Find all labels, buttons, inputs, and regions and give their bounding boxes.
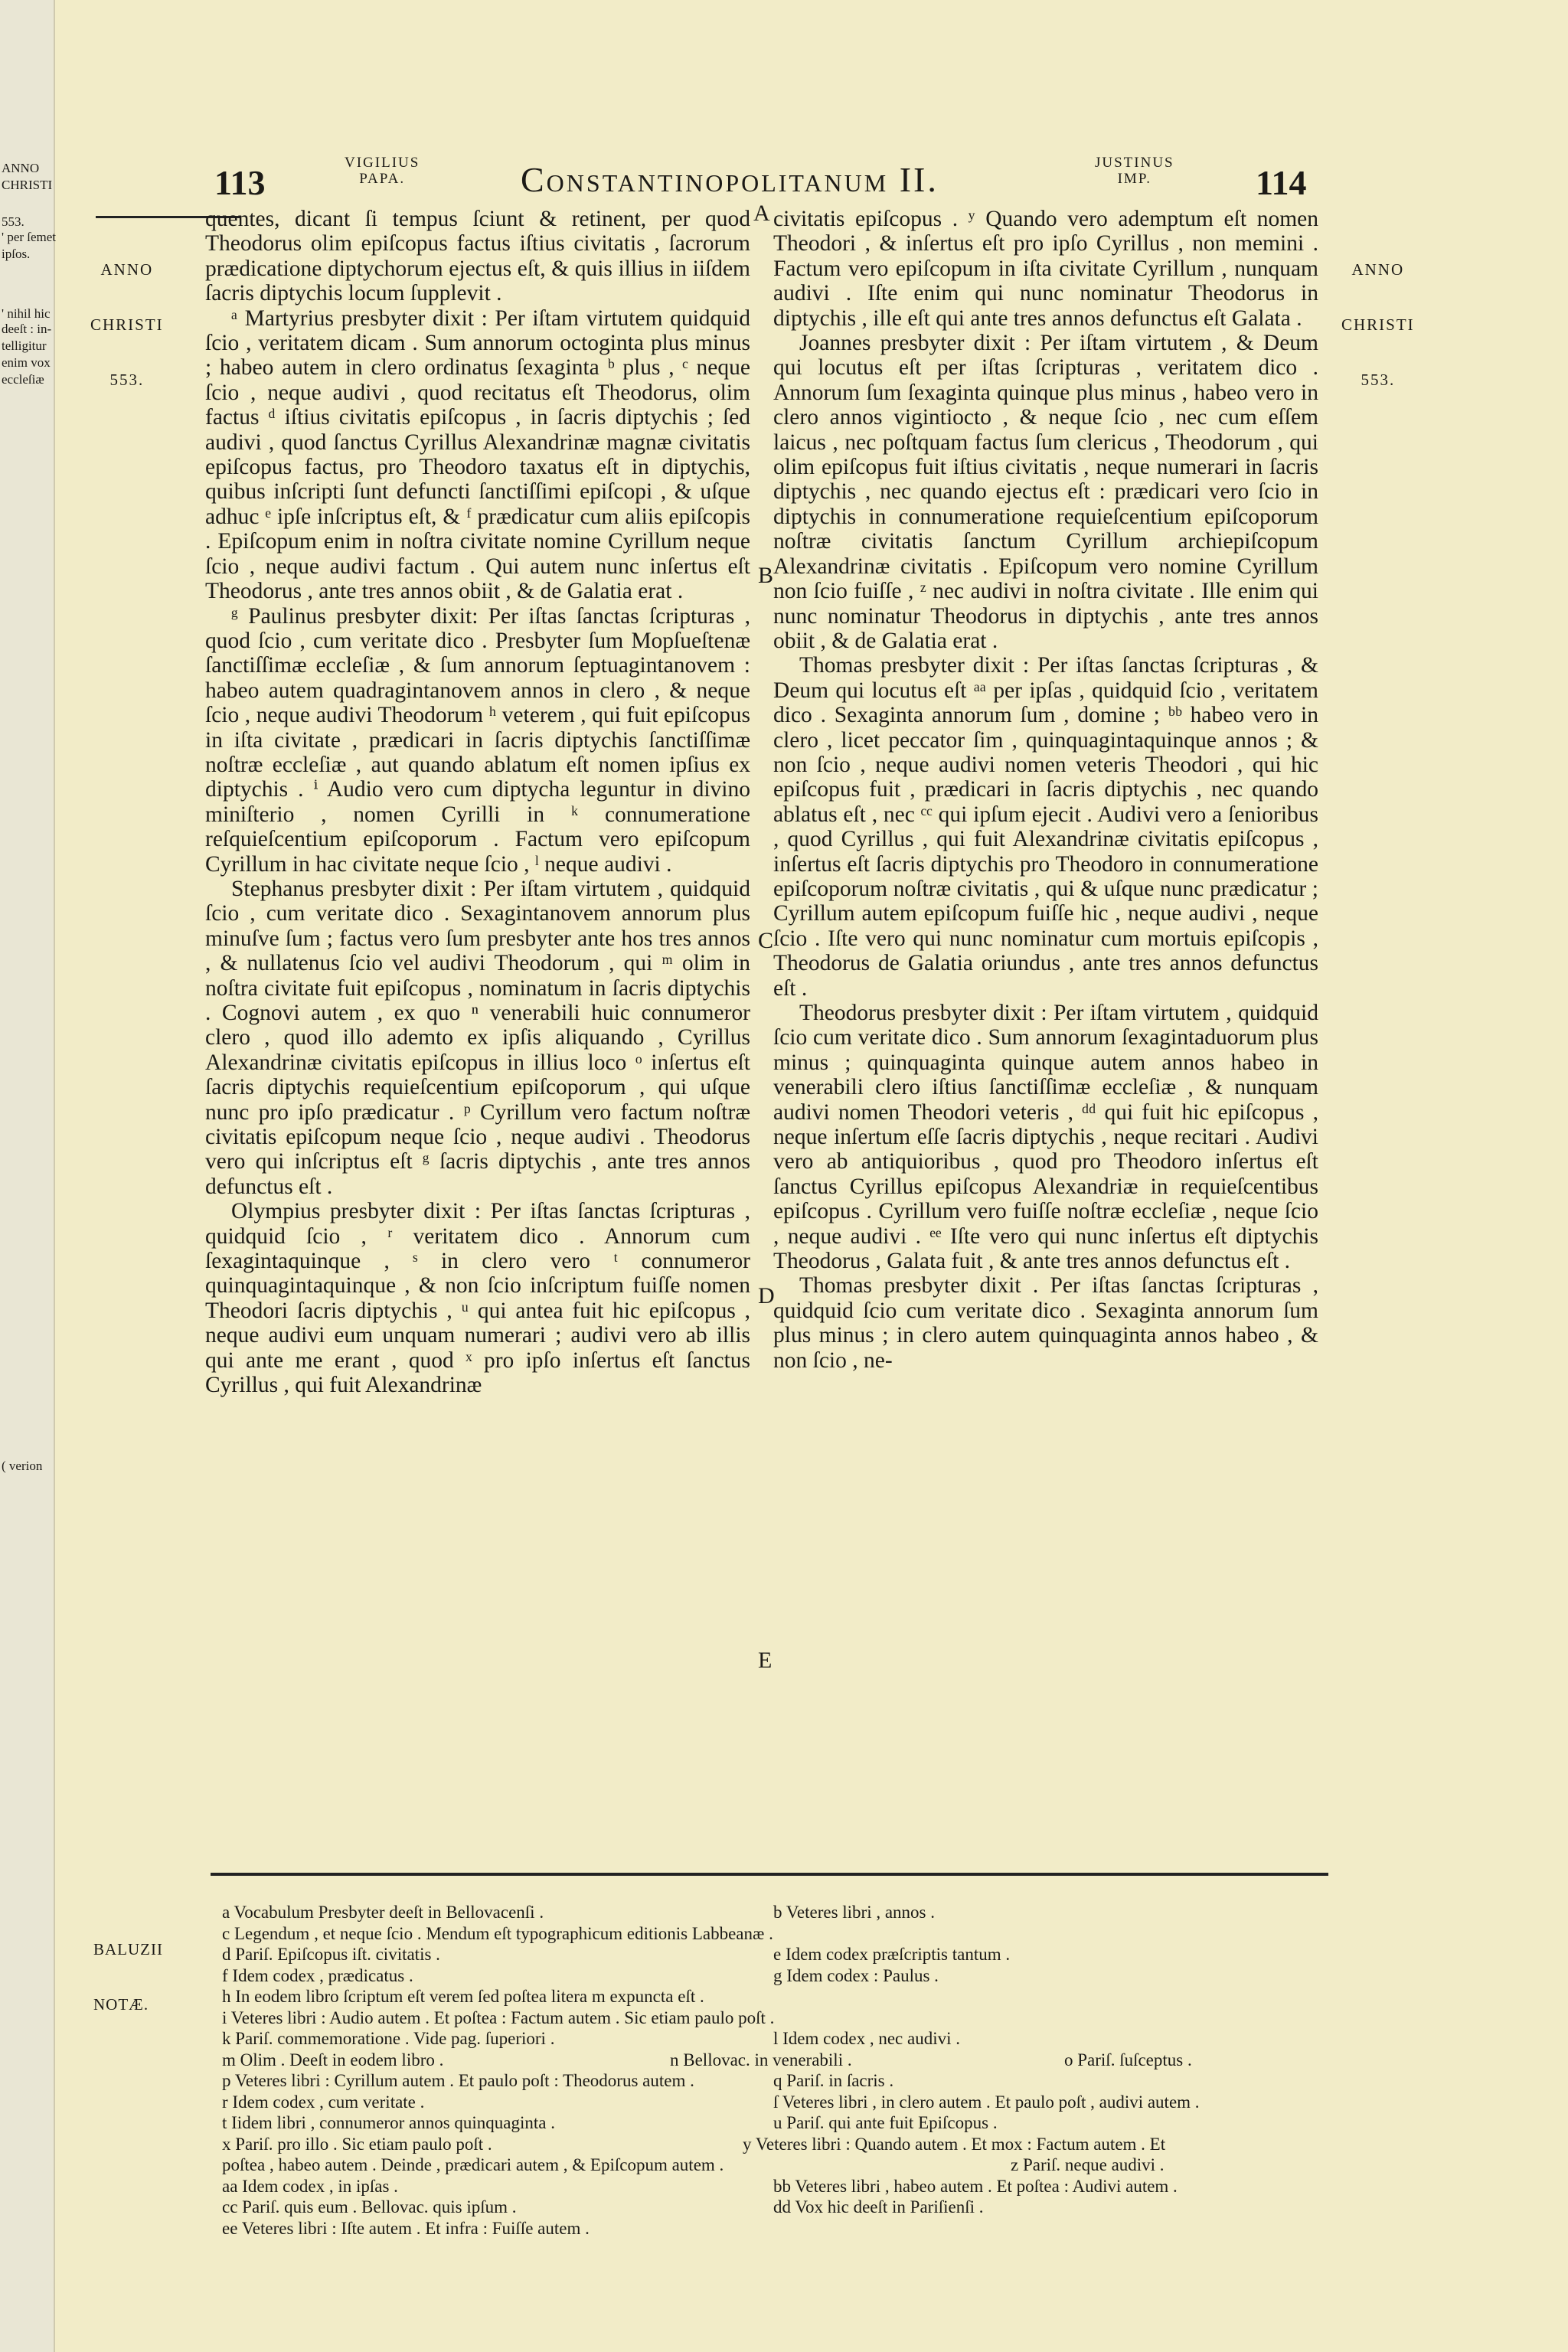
margin-fragment: 553. [2, 214, 24, 229]
page-header [214, 153, 1332, 207]
anno-christi-right [1341, 224, 1415, 407]
section-marker-c: C [758, 928, 774, 953]
note-entry: bb Veteres libri , habeo autem . Et poſtea : Audivi autem . [773, 2176, 1178, 2196]
section-marker-a: A [753, 201, 770, 226]
author-right: JUSTINUS [1095, 155, 1174, 171]
note-entry: d Pariſ. Epiſcopus iſt. civitatis . [222, 1945, 440, 1964]
author-right-sub: IMP. [1117, 171, 1152, 187]
note-line [222, 1902, 1340, 1923]
note-line [222, 1965, 1340, 1987]
note-entry: n Bellovac. in venerabili . [670, 2050, 852, 2069]
paragraph: quentes, dicant ſi tempus ſciunt & retinent, per quod Theodorus olim epiſcopus factus iſtius civitatis , ſacrorum prædicatione diptychorum ejectus eſt, & quis illius in iiſdem ſacris diptychis locum ſupplevit . [205, 207, 750, 306]
note-entry: i Veteres libri : Audio autem . Et poſtea : Factum autem . Sic etiam paulo poſt . [222, 2007, 775, 2027]
note-entry: dd Vox hic deeſt in Pariſienſi . [773, 2197, 984, 2216]
page-title: Constantinopolitanum II. [521, 160, 939, 199]
author-left-sub: PAPA. [359, 171, 406, 187]
note-entry: h In eodem libro ſcriptum eſt verem ſed poſtea litera m expuncta eſt . [222, 1987, 704, 2006]
margin-fragment: ANNO [2, 161, 40, 175]
note-entry: b Veteres libri , annos . [773, 1903, 936, 1922]
note-line [222, 2176, 1340, 2197]
note-entry: y Veteres libri : Quando autem . Et mox : Factum autem . Et [743, 2134, 1166, 2154]
notes-label-line1: BALUZII [93, 1940, 163, 1958]
margin-fragment: ( verion [2, 1459, 43, 1473]
anno-label: ANNO [1351, 260, 1405, 279]
note-entry: r Idem codex , cum veritate . [222, 2092, 425, 2112]
note-entry: o Pariſ. ſuſceptus . [1064, 2050, 1192, 2069]
note-entry: cc Pariſ. quis eum . Bellovac. quis ipſum . [222, 2197, 517, 2216]
note-entry: l Idem codex , nec audivi . [773, 2029, 960, 2048]
note-line [222, 2112, 1340, 2134]
note-entry: q Pariſ. in ſacris . [773, 2071, 894, 2090]
notes-rule [211, 1873, 1328, 1876]
note-line [222, 1923, 1340, 1945]
note-entry: x Pariſ. pro illo . Sic etiam paulo poſt . [222, 2134, 492, 2154]
page-number-left: 113 [214, 163, 266, 202]
editor-notes [222, 1902, 1340, 2239]
note-entry: e Idem codex præſcriptis tantum . [773, 1945, 1011, 1964]
left-text-column [205, 207, 750, 1398]
note-line [222, 2092, 1340, 2113]
christi-label: CHRISTI [90, 315, 164, 334]
margin-fragment: ' per ſemet [2, 230, 57, 244]
paragraph: Theodorus presbyter dixit : Per iſtam virtutem , quidquid ſcio cum veritate dico . Sum annorum ſexagintaduorum plus minus ; quinquaginta quinque autem annos habeo in venerabili clero iſtius ſanctiſſimæ eccleſiæ , & nunquam audivi nomen Theodori veteris , ᵈᵈ qui fuit hic epiſcopus , neque inſertum eſſe ſacris diptychis , neque recitari . Audivi vero ab antiquioribus , quod pro Theodoro inſertus eſt ſanctus Cyrillus epiſcopus Alexandriæ in requieſcentibus epiſcopus . Cyrillum vero fuiſſe noſtræ eccleſiæ , neque ſcio , neque audivi . ᵉᵉ Iſte vero qui nunc inſertus eſt diptychis Theodorus , Galata fuit , & ante tres annos defunctus eſt . [773, 1001, 1318, 1274]
notes-label [93, 1903, 163, 2032]
note-line [222, 2050, 1340, 2071]
note-entry: a Vocabulum Presbyter deeſt in Bellovacenſi . [222, 1903, 544, 1922]
note-line [222, 1944, 1340, 1965]
note-line [222, 1986, 1340, 2007]
year-label: 553. [109, 371, 145, 389]
paragraph: ᵍ Paulinus presbyter dixit: Per iſtas ſanctas ſcripturas , quod ſcio , cum veritate dico . Presbyter ſum Mopſueſtenæ ſanctiſſimæ eccleſiæ , & ſum annorum ſeptuagintanovem : habeo autem quadragintanovem annos in clero , & neque ſcio , neque audivi Theodorum ʰ veterem , qui fuit epiſcopus in iſta civitate , prædicari in ſacris diptychis ſanctiſſimæ noſtræ eccleſiæ , aut quando ablatum eſt nomen ipſius ex diptychis . ⁱ Audio vero cum diptycha leguntur in divino miniſterio , nomen Cyrilli in ᵏ connumeratione reſquieſcentium epiſcoporum . Factum vero epiſcopum Cyrillum in hac civitate neque ſcio , ˡ neque audivi . [205, 603, 750, 877]
note-line [222, 2070, 1340, 2092]
paragraph: civitatis epiſcopus . ʸ Quando vero ademptum eſt nomen Theodori , & inſertus eſt pro ipſo Cyrillus , non memini . Factum vero epiſcopum in iſta civitate Cyrillum , nunquam audivi . Iſte enim qui nunc nominatur Theodorus in diptychis , ille eſt qui ante tres annos defunctus eſt Galata . [773, 207, 1318, 331]
note-line [222, 2197, 1340, 2218]
note-entry: u Pariſ. qui ante fuit Epiſcopus . [773, 2113, 998, 2132]
note-line [222, 2154, 1340, 2176]
christi-label: CHRISTI [1341, 315, 1415, 334]
margin-fragment: ' nihil hic [2, 306, 51, 321]
margin-fragment: eccleſiæ [2, 372, 44, 387]
margin-fragment: enim vox [2, 355, 51, 370]
note-entry: aa Idem codex , in ipſas . [222, 2176, 398, 2196]
note-line [222, 2218, 1340, 2239]
anno-label: ANNO [100, 260, 154, 279]
note-line [222, 2028, 1340, 2050]
note-entry: poſtea , habeo autem . Deinde , prædicari autem , & Epiſcopum autem . [222, 2155, 724, 2174]
right-text-column [773, 207, 1318, 1373]
section-marker-b: B [758, 563, 774, 588]
note-entry: z Pariſ. neque audivi . [1011, 2155, 1165, 2174]
note-entry: p Veteres libri : Cyrillum autem . Et paulo poſt : Theodorus autem . [222, 2071, 694, 2090]
note-entry: f Idem codex , prædicatus . [222, 1965, 413, 1985]
margin-fragment: deeſt : in- [2, 322, 52, 336]
note-entry: ee Veteres libri : Iſte autem . Et infra : Fuiſſe autem . [222, 2218, 590, 2238]
paragraph: Joannes presbyter dixit : Per iſtam virtutem , & Deum qui locutus eſt per iſtas ſcripturas , veritatem dico . Annorum ſum ſexaginta quinque plus minus , habeo vero in clero annos vigintiocto , & neque ſcio , nec cum eſſem laicus , nec poſtquam factus ſum clericus , Theodorum , qui olim epiſcopus fuit iſtius civitatis , neque numerari in ſacris diptychis , nec quando ejectus eſt : prædicari vero ſcio in diptychis in connumeratione requieſcentium epiſcoporum noſtræ civitatis ſanctum Cyrillum archiepiſcopum Alexandrinæ civitatis . Epiſcopum vero nomine Cyrillum non ſcio fuiſſe , ᶻ nec audivi in noſtra civitate . Ille enim qui nunc nominatur Theodorus in diptychis , ante tres annos obiit , & de Galatia erat . [773, 331, 1318, 653]
paragraph: Stephanus presbyter dixit : Per iſtam virtutem , quidquid ſcio , cum veritate dico . Sexagintanovem annorum plus minuſve ſum ; factus vero ſum presbyter ante hos tres annos , & nullatenus ſcio vel audivi Theodorum , qui ᵐ olim in noſtra civitate fuit epiſcopus , nominatum in ſacris diptychis . Cognovi autem , ex quo ⁿ venerabili huic connumeror clero , quod illo ademto ex ipſis aliquando , Cyrillus Alexandrinæ civitatis epiſcopus in illius loco ᵒ inſertus eſt ſacris diptychis requieſcentium epiſcoporum , qui uſque nunc pro ipſo prædicatur . ᵖ Cyrillum vero factum noſtræ civitatis epiſcopum neque ſcio , neque audivi . Theodorus vero qui inſcriptus eſt ᵍ ſacris diptychis , ante tres annos defunctus eſt . [205, 876, 750, 1199]
page-number-right: 114 [1256, 163, 1307, 202]
note-entry: m Olim . Deeſt in eodem libro . [222, 2050, 444, 2069]
author-left: VIGILIUS [345, 155, 420, 171]
note-entry: k Pariſ. commemoratione . Vide pag. ſuperiori . [222, 2029, 555, 2048]
paragraph: Thomas presbyter dixit : Per iſtas ſanctas ſcripturas , & Deum qui locutus eſt ᵃᵃ per ipſas , quidquid ſcio , veritatem dico . Sexaginta annorum ſum , domine ; ᵇᵇ habeo vero in clero , licet peccator ſim , quinquagintaquinque annos ; & non ſcio , neque audivi nomen veteris Theodori , qui hic epiſcopus fuit , prædicari in ſacris diptychis , nec quando ablatus eſt , nec ᶜᶜ qui ipſum ejecit . Audivi vero a ſenioribus , quod Cyrillus , qui fuit Alexandrinæ civitatis epiſcopus , inſertus eſt ſacris diptychis pro Theodoro in connumeratione epiſcoporum noſtræ civitatis , qui & uſque nunc prædicatur ; Cyrillum autem epiſcopum fuiſſe hic , neque audivi , neque ſcio . Iſte vero qui nunc nominatur cum mortuis epiſcopis , Theodorus de Galatia oriundus , ante tres annos defunctus eſt . [773, 653, 1318, 1001]
note-entry: g Idem codex : Paulus . [773, 1965, 939, 1985]
note-entry: ſ Veteres libri , in clero autem . Et paulo poſt , audivi autem . [773, 2092, 1200, 2112]
margin-fragment: ipſos. [2, 247, 31, 261]
margin-fragment: CHRISTI [2, 178, 53, 192]
notes-label-line2: NOTÆ. [93, 1995, 149, 2014]
section-marker-d: D [758, 1283, 775, 1308]
running-head-right [1095, 155, 1174, 187]
note-entry: t Iidem libri , connumeror annos quinquaginta . [222, 2113, 555, 2132]
paragraph: ᵃ Martyrius presbyter dixit : Per iſtam virtutem quidquid ſcio , veritatem dicam . Sum annorum octoginta plus minus ; habeo autem in clero ordinatus ſexaginta ᵇ plus , ᶜ neque ſcio , neque audivi , quod recitatus eſt Theodorus, olim factus ᵈ iſtius civitatis epiſcopus , in ſacris diptychis ; ſed audivi , quod ſanctus Cyrillus Alexandrinæ magnæ civitatis epiſcopus factus, pro Theodoro taxatus eſt in diptychis, quibus inſcripti ſunt defuncti ſanctiſſimi epiſcopi , & uſque adhuc ᵉ ipſe inſcriptus eſt, & ᶠ prædicatur cum aliis epiſcopis . Epiſcopum enim in noſtra civitate nomine Cyrillum neque ſcio , neque audivi factum . Qui autem nunc inſertus eſt Theodorus , ante tres annos obiit , & de Galatia erat . [205, 305, 750, 604]
anno-christi-left [90, 224, 164, 407]
margin-fragment: telligitur [2, 338, 47, 353]
section-marker-e: E [758, 1648, 773, 1673]
running-head-left [345, 155, 420, 187]
year-label: 553. [1361, 371, 1396, 389]
adjacent-page-strip [0, 0, 55, 2352]
note-entry: c Legendum , et neque ſcio . Mendum eſt typographicum editionis Labbeanæ . [222, 1923, 773, 1943]
note-line [222, 2134, 1340, 2155]
paragraph: Thomas presbyter dixit . Per iſtas ſanctas ſcripturas , quidquid ſcio cum veritate dico . Sexaginta annorum ſum plus minus ; in clero autem quinquaginta annos habeo , & non ſcio , ne- [773, 1273, 1318, 1373]
paragraph: Olympius presbyter dixit : Per iſtas ſanctas ſcripturas , quidquid ſcio , ʳ veritatem dico . Annorum cum ſexagintaquinque , ˢ in clero vero ᵗ connumeror quinquagintaquinque , & non ſcio inſcriptum fuiſſe nomen Theodori ſacris diptychis , ᵘ qui antea fuit hic epiſcopus , neque audivi eum unquam numerari ; audivi vero ab illis qui ante me erant , quod ˣ pro ipſo inſertus eſt ſanctus Cyrillus , qui fuit Alexandrinæ [205, 1199, 750, 1398]
note-line [222, 2007, 1340, 2029]
